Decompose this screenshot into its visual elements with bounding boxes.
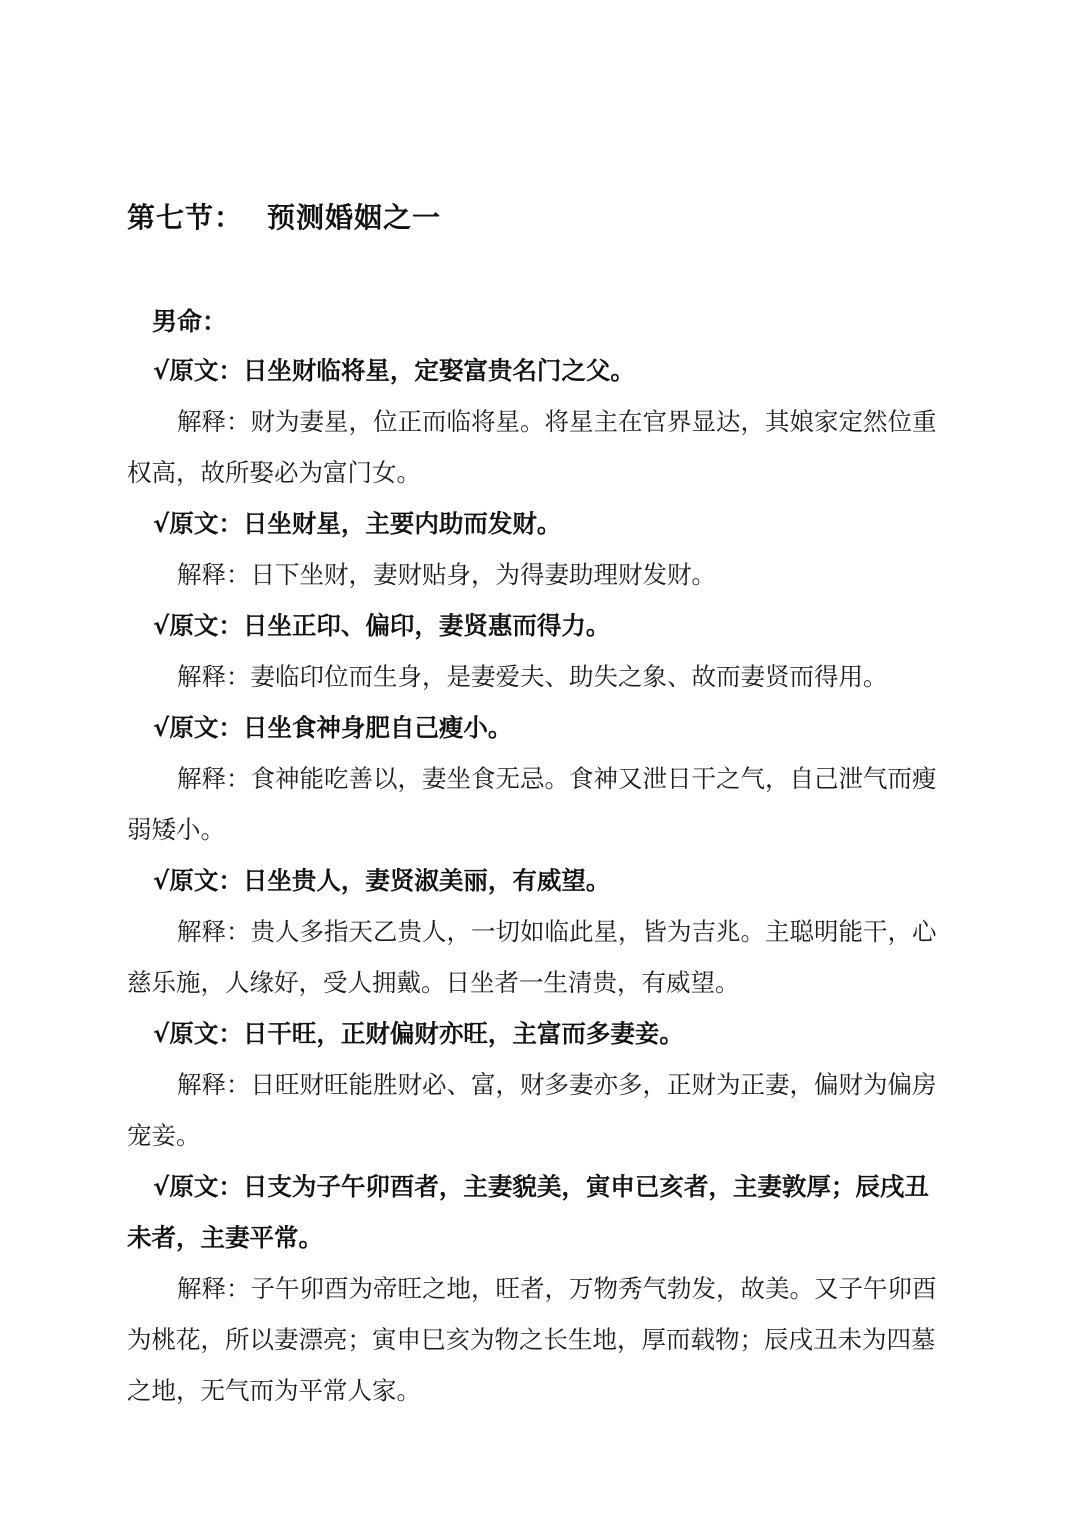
entries-list bbox=[127, 345, 953, 1416]
original-text: √原文：日坐财星，主要内助而发财。 bbox=[153, 509, 562, 538]
original-text: √原文：日坐正印、偏印，妻贤惠而得力。 bbox=[153, 611, 611, 640]
section-title-text: 预测婚姻之一 bbox=[267, 201, 442, 234]
explanation-text: 解释：贵人多指天乙贵人，一切如临此星，皆为吉兆。主聪明能干，心慈乐施，人缘好，受人拥戴。日坐者一生清贵，有威望。 bbox=[127, 917, 937, 997]
explanation-text: 解释：妻临印位而生身，是妻爱夫、助失之象、故而妻贤而得用。 bbox=[177, 662, 888, 691]
original-text: √原文：日坐财临将星，定娶富贵名门之父。 bbox=[153, 356, 635, 385]
section-title-prefix: 第七节： bbox=[127, 201, 244, 234]
explanation-text: 解释：子午卯酉为帝旺之地，旺者，万物秀气勃发，故美。又子午卯酉为桃花，所以妻漂亮；寅申巳亥为物之长生地，厚而载物；辰戌丑未为四墓之地，无气而为平常人家。 bbox=[127, 1274, 937, 1405]
explanation-text: 解释：日下坐财，妻财贴身，为得妻助理财发财。 bbox=[177, 560, 716, 589]
explanation-text: 解释：日旺财旺能胜财必、富，财多妻亦多，正财为正妻，偏财为偏房宠妾。 bbox=[127, 1070, 937, 1150]
section-title bbox=[127, 196, 441, 236]
explanation-text: 解释：食神能吃善以，妻坐食无忌。食神又泄日干之气，自己泄气而瘦弱矮小。 bbox=[127, 764, 937, 844]
original-text: √原文：日支为子午卯酉者，主妻貌美，寅申已亥者，主妻敦厚；辰戌丑未者，主妻平常。 bbox=[127, 1172, 929, 1252]
original-text: √原文：日坐贵人，妻贤淑美丽，有威望。 bbox=[153, 866, 611, 895]
explanation-text: 解释：财为妻星，位正而临将星。将星主在官界显达，其娘家定然位重权高，故所娶必为富门女。 bbox=[127, 407, 937, 487]
original-text: √原文：日干旺，正财偏财亦旺，主富而多妻妾。 bbox=[153, 1019, 684, 1048]
gender-heading: 男命： bbox=[152, 307, 228, 336]
original-text: √原文：日坐食神身肥自己瘦小。 bbox=[153, 713, 513, 742]
